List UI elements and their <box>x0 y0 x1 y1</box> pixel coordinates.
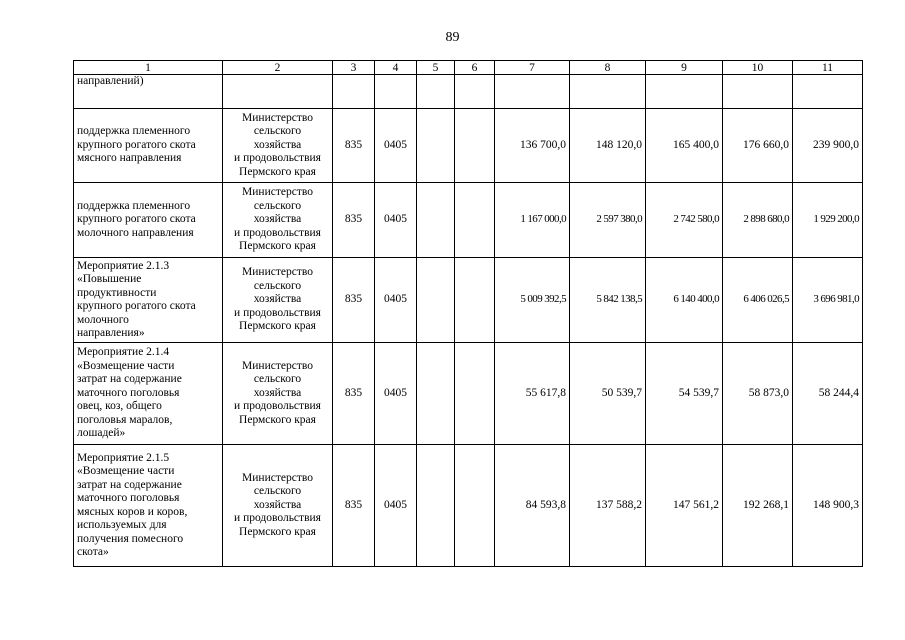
measure-name-cell: направлений) <box>74 75 223 109</box>
column-header: 3 <box>333 61 375 75</box>
value-cell: 2 898 680,0 <box>723 183 793 258</box>
section-code-cell: 0405 <box>375 343 417 445</box>
page-number: 89 <box>445 30 460 45</box>
code-cell <box>333 75 375 109</box>
table-row <box>74 109 863 183</box>
value-cell: 2 742 580,0 <box>646 183 723 258</box>
table-row <box>74 183 863 258</box>
agency-cell <box>223 75 333 109</box>
value-cell: 137 588,2 <box>570 445 646 567</box>
column-header: 10 <box>723 61 793 75</box>
empty-cell <box>417 343 455 445</box>
measure-name-cell: поддержка племенного крупного рогатого скота молочного направления <box>74 183 223 258</box>
value-cell <box>495 75 570 109</box>
value-cell: 165 400,0 <box>646 109 723 183</box>
empty-cell <box>417 109 455 183</box>
table-row <box>74 343 863 445</box>
code-cell: 835 <box>333 258 375 343</box>
value-cell: 239 900,0 <box>793 109 863 183</box>
column-header: 5 <box>417 61 455 75</box>
value-cell <box>646 75 723 109</box>
column-header: 2 <box>223 61 333 75</box>
column-number-header-row <box>74 61 863 75</box>
empty-cell <box>455 75 495 109</box>
empty-cell <box>417 75 455 109</box>
column-header: 8 <box>570 61 646 75</box>
value-cell: 176 660,0 <box>723 109 793 183</box>
empty-cell <box>455 445 495 567</box>
value-cell: 6 140 400,0 <box>646 258 723 343</box>
section-code-cell: 0405 <box>375 109 417 183</box>
agency-cell: Министерство сельского хозяйства и продовольствия Пермского края <box>223 258 333 343</box>
value-cell: 3 696 981,0 <box>793 258 863 343</box>
value-cell: 55 617,8 <box>495 343 570 445</box>
value-cell: 148 900,3 <box>793 445 863 567</box>
value-cell: 2 597 380,0 <box>570 183 646 258</box>
code-cell: 835 <box>333 109 375 183</box>
section-code-cell: 0405 <box>375 258 417 343</box>
value-cell: 148 120,0 <box>570 109 646 183</box>
code-cell: 835 <box>333 343 375 445</box>
code-cell: 835 <box>333 183 375 258</box>
agency-cell: Министерство сельского хозяйства и продовольствия Пермского края <box>223 445 333 567</box>
value-cell: 84 593,8 <box>495 445 570 567</box>
value-cell: 1 929 200,0 <box>793 183 863 258</box>
empty-cell <box>455 343 495 445</box>
section-code-cell: 0405 <box>375 445 417 567</box>
measure-name-cell: Мероприятие 2.1.5 «Возмещение части затрат на содержание маточного поголовья мясных коров и коров, используемых для получения помесного скота» <box>74 445 223 567</box>
value-cell <box>723 75 793 109</box>
empty-cell <box>455 258 495 343</box>
empty-cell <box>417 445 455 567</box>
column-header: 1 <box>74 61 223 75</box>
value-cell: 50 539,7 <box>570 343 646 445</box>
column-header: 9 <box>646 61 723 75</box>
empty-cell <box>455 183 495 258</box>
empty-cell <box>417 258 455 343</box>
measure-name-cell: Мероприятие 2.1.3 «Повышение продуктивности крупного рогатого скота молочного направления» <box>74 258 223 343</box>
column-header: 6 <box>455 61 495 75</box>
table-row <box>74 445 863 567</box>
agency-cell: Министерство сельского хозяйства и продовольствия Пермского края <box>223 109 333 183</box>
agency-cell: Министерство сельского хозяйства и продовольствия Пермского края <box>223 343 333 445</box>
measure-name-cell: поддержка племенного крупного рогатого скота мясного направления <box>74 109 223 183</box>
section-code-cell <box>375 75 417 109</box>
value-cell: 136 700,0 <box>495 109 570 183</box>
value-cell: 5 842 138,5 <box>570 258 646 343</box>
value-cell: 58 873,0 <box>723 343 793 445</box>
table-row <box>74 75 863 109</box>
value-cell: 5 009 392,5 <box>495 258 570 343</box>
agency-cell: Министерство сельского хозяйства и продовольствия Пермского края <box>223 183 333 258</box>
column-header: 11 <box>793 61 863 75</box>
budget-table <box>73 60 863 567</box>
measure-name-cell: Мероприятие 2.1.4 «Возмещение части затрат на содержание маточного поголовья овец, коз, общего поголовья маралов, лошадей» <box>74 343 223 445</box>
value-cell <box>793 75 863 109</box>
column-header: 4 <box>375 61 417 75</box>
value-cell: 147 561,2 <box>646 445 723 567</box>
value-cell: 1 167 000,0 <box>495 183 570 258</box>
table-row <box>74 258 863 343</box>
column-header: 7 <box>495 61 570 75</box>
value-cell: 54 539,7 <box>646 343 723 445</box>
value-cell: 192 268,1 <box>723 445 793 567</box>
value-cell <box>570 75 646 109</box>
value-cell: 6 406 026,5 <box>723 258 793 343</box>
value-cell: 58 244,4 <box>793 343 863 445</box>
code-cell: 835 <box>333 445 375 567</box>
section-code-cell: 0405 <box>375 183 417 258</box>
empty-cell <box>455 109 495 183</box>
empty-cell <box>417 183 455 258</box>
